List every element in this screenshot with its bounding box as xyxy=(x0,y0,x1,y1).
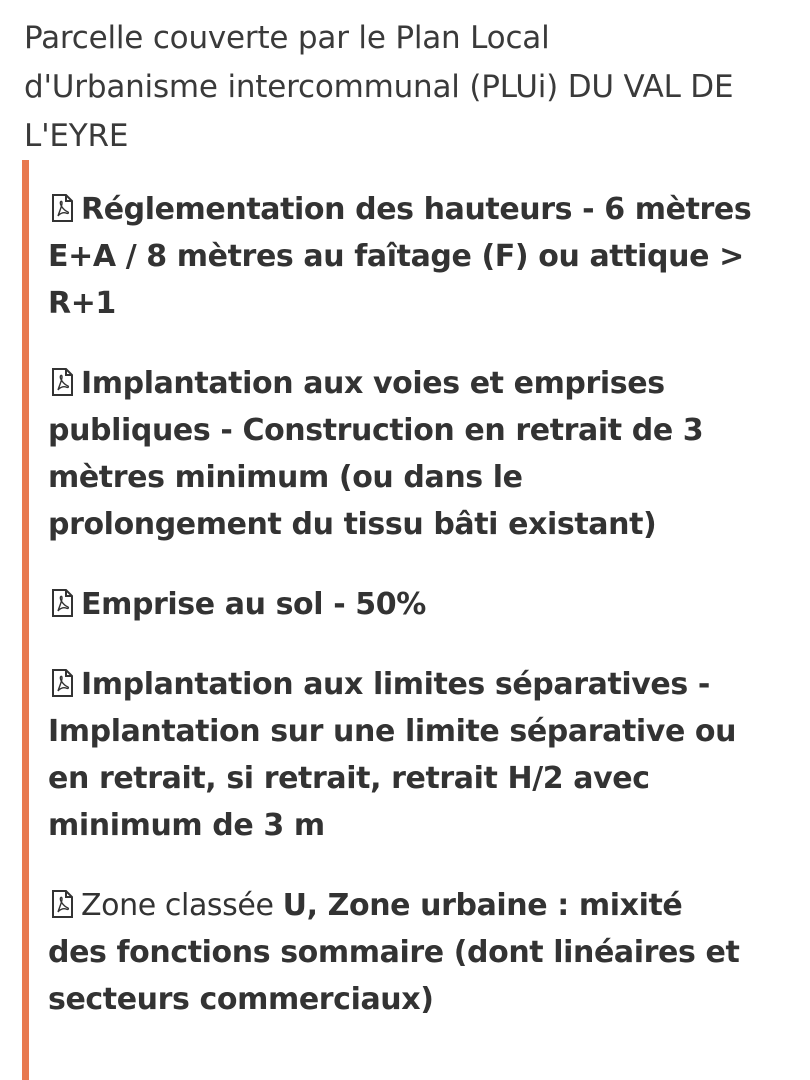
rules-accent-bar xyxy=(22,160,29,1080)
rule-link-boundary-setback[interactable] xyxy=(48,661,800,849)
rule-line: Implantation aux limites séparatives - xyxy=(81,667,710,702)
header-line: Parcelle couverte par le Plan Local xyxy=(24,20,550,56)
rule-link-height-regulation[interactable] xyxy=(48,186,800,327)
rule-line: minimum de 3 m xyxy=(48,808,325,843)
rule-line: Implantation aux voies et emprises xyxy=(81,366,665,401)
pdf-document-icon xyxy=(50,588,75,618)
rule-link-road-setback[interactable] xyxy=(48,360,800,548)
rule-line: Implantation sur une limite séparative ou xyxy=(48,714,737,749)
rule-line: R+1 xyxy=(48,286,116,321)
rules-list xyxy=(48,186,800,1023)
rule-line: prolongement du tissu bâti existant) xyxy=(48,507,657,542)
pdf-document-icon xyxy=(50,668,75,698)
rule-line: en retrait, si retrait, retrait H/2 avec xyxy=(48,761,650,796)
rule-line: publiques - Construction en retrait de 3 xyxy=(48,413,704,448)
header-line: d'Urbanisme intercommunal (PLUi) DU VAL DE xyxy=(24,69,734,105)
pdf-document-icon xyxy=(50,889,75,919)
rule-link-ground-footprint[interactable] xyxy=(48,581,800,628)
rule-line: des fonctions sommaire (dont linéaires et xyxy=(48,935,740,970)
rule-line: Réglementation des hauteurs - 6 mètres xyxy=(81,192,752,227)
header-line: L'EYRE xyxy=(24,118,129,154)
parcel-coverage-text xyxy=(24,14,800,161)
rule-link-zone-classification[interactable] xyxy=(48,882,800,1023)
pdf-document-icon xyxy=(50,367,75,397)
rule-line: mètres minimum (ou dans le xyxy=(48,460,523,495)
pdf-document-icon xyxy=(50,193,75,223)
rule-line: secteurs commerciaux) xyxy=(48,982,434,1017)
rule-line: E+A / 8 mètres au faîtage (F) ou attique > xyxy=(48,239,744,274)
zone-code-label: U, Zone urbaine : mixité xyxy=(282,888,683,923)
rule-line: Emprise au sol - 50% xyxy=(81,587,426,622)
zone-prefix: Zone classée xyxy=(81,888,283,923)
